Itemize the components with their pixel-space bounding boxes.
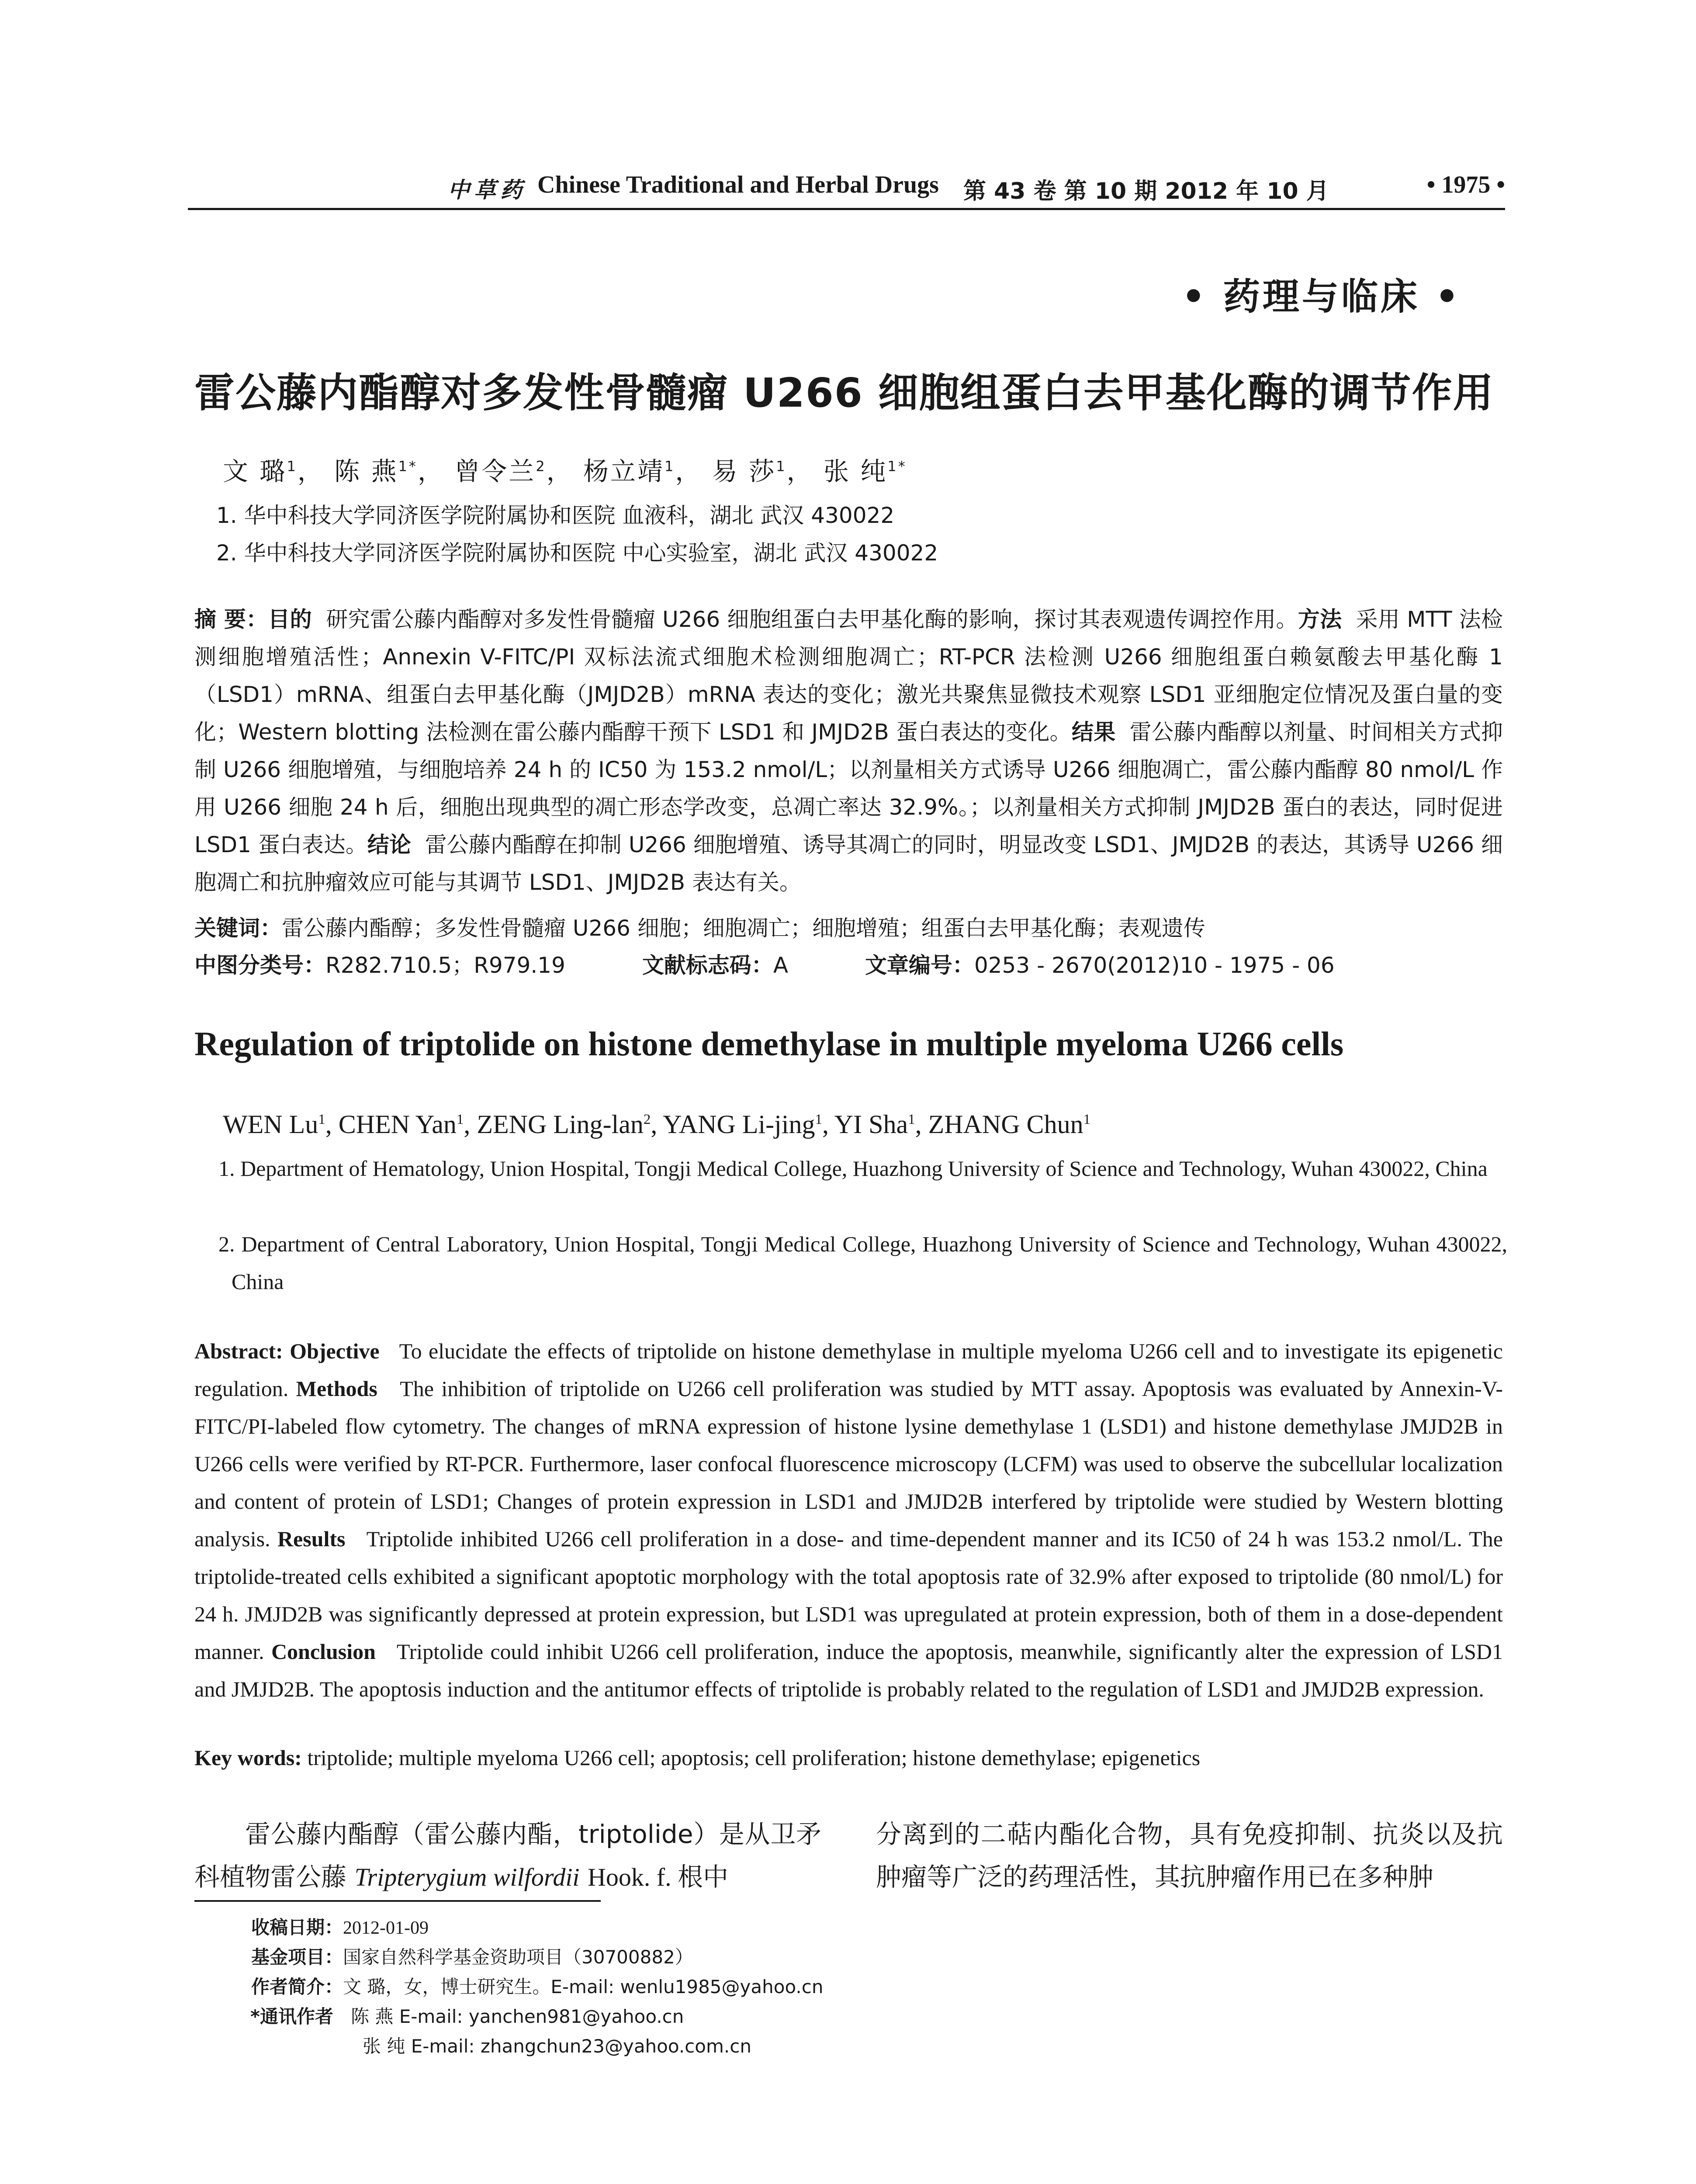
author-sup: 1 (287, 458, 298, 475)
author-cn: 文 璐 (223, 456, 287, 486)
affiliation-en-1: 1. Department of Hematology, Union Hospital, Tongji Medical College, Huazhong University of Science and Technology, Wuhan 430022, China (218, 1156, 1488, 1181)
results-label-cn: 结果 (1071, 719, 1116, 745)
author-sup: 2 (643, 1112, 651, 1127)
affiliation-en-2: 2. Department of Central Laboratory, Union Hospital, Tongji Medical College, Huazhong University of Science and Technology, Wuhan 430022, China (218, 1232, 1507, 1294)
body-column-left (194, 1813, 821, 1899)
author-sup: 1 (665, 458, 675, 475)
footnote-corr-label: *通讯作者 (250, 2006, 333, 2027)
species-name: Tripterygium wilfordii (354, 1863, 580, 1891)
methods-label-cn: 方法 (1298, 607, 1342, 632)
results-label-en: Results (277, 1527, 346, 1551)
author-sup: 1 (776, 458, 787, 475)
author-sup: 1* (887, 458, 907, 475)
author-cn: 陈 燕 (334, 456, 398, 486)
author-en: CHEN Yan (338, 1110, 457, 1139)
abstract-cn (194, 601, 1503, 901)
clc-label: 中图分类号： (194, 953, 325, 978)
footnote-author-text: 文 璐，女，博士研究生。E-mail: wenlu1985@yahoo.cn (343, 1976, 824, 1997)
author-sup: 1 (815, 1112, 822, 1127)
author-sup: 1 (456, 1112, 464, 1127)
body-text-left-b: Hook. f. 根中 (587, 1863, 729, 1891)
page-number: • 1975 • (1426, 171, 1505, 198)
body-text-left-a: 雷公藤内酯醇（雷公藤内酯，triptolide）是从卫矛科植物雷公藤 (194, 1819, 821, 1892)
results-cn: 雷公藤内酯醇以剂量、时间相关方式抑制 U266 细胞增殖，与细胞培养 24 h 的 IC50 为 153.2 nmol/L；以剂量相关方式诱导 U266 细胞凋亡，雷公藤内酯醇 80 nmol/L 作用 U266 细胞 24 h 后，细胞出现典型的凋亡形态学改变，总凋亡率达 32.9%。；以剂量相关方式抑制 JMJD2B 蛋白的表达，同时促进 LSD1 蛋白表达。 (194, 719, 1503, 857)
journal-name-en: Chinese Traditional and Herbal Drugs (537, 171, 939, 198)
article-no: 0253 - 2670(2012)10 - 1975 - 06 (974, 953, 1335, 978)
footnote-fund (251, 1943, 693, 1969)
authors-cn: 文 璐$^1$， 陈 燕$^{1*}$， 曾令兰$^2$， 杨立靖$^1$， 易 莎$^1$， 张 纯$^{1*}$ (223, 456, 907, 486)
affiliation-cn-1: 1. 华中科技大学同济医学院附属协和医院 血液科，湖北 武汉 430022 (216, 503, 895, 528)
keywords-label-cn: 关键词： (194, 916, 282, 941)
running-header (188, 173, 1505, 207)
keywords-label-en: Key words: (194, 1745, 302, 1770)
author-sup: 1 (908, 1112, 915, 1127)
article-no-label: 文章编号： (865, 953, 974, 978)
footnote-rule (194, 1900, 601, 1902)
author-en: ZENG Ling-lan (477, 1110, 644, 1139)
footnote-fund-label: 基金项目： (251, 1946, 343, 1968)
journal-name-cn: 中草药 (448, 177, 526, 203)
objective-cn: 研究雷公藤内酯醇对多发性骨髓瘤 U266 细胞组蛋白去甲基化酶的影响，探讨其表观遗传调控作用。 (326, 607, 1298, 632)
conclusion-label-cn: 结论 (367, 832, 411, 857)
methods-cn: 采用 MTT 法检测细胞增殖活性；Annexin V-FITC/PI 双标法流式细胞术检测细胞凋亡；RT-PCR 法检测 U266 细胞组蛋白赖氨酸去甲基化酶 1（LSD1）mRNA、组蛋白去甲基化酶（JMJD2B）mRNA 表达的变化；激光共聚焦显微技术观察 LSD1 亚细胞定位情况及蛋白量的变化；Western blotting 法检测在雷公藤内酯醇干预下 LSD1 和 JMJD2B 蛋白表达的变化。 (194, 607, 1503, 745)
methods-en: The inhibition of triptolide on U266 cell proliferation was studied by MTT assay. Apoptosis was evaluated by Annexin-V-FITC/PI-labeled flow cytometry. The changes of mRNA expression of histone lysine demethylase 1 (LSD1) and histone demethylase JMJD2B in U266 cells were verified by RT-PCR. Furthermore, laser confocal fluorescence microscopy (LCFM) was used to observe the subcellular localization and content of protein of LSD1; Changes of protein expression in LSD1 and JMJD2B interfered by triptolide were studied by Western blotting analysis. (194, 1376, 1503, 1551)
footnote-corresponding-2: 张 纯 E-mail: zhangchun23@yahoo.com.cn (363, 2035, 751, 2057)
conclusion-label-en: Conclusion (271, 1639, 376, 1664)
author-cn: 杨立靖 (583, 456, 665, 486)
footnote-corresponding-1 (250, 2002, 684, 2028)
author-en: YI Sha (834, 1110, 908, 1139)
author-cn: 易 莎 (712, 456, 776, 486)
conclusion-cn: 雷公藤内酯醇在抑制 U266 细胞增殖、诱导其凋亡的同时，明显改变 LSD1、JMJD2B 的表达，其诱导 U266 细胞凋亡和抗肿瘤效应可能与其调节 LSD1、JMJD2B 表达有关。 (194, 832, 1503, 895)
section-label: • 药理与临床 • (1182, 275, 1461, 318)
author-en: WEN Lu (223, 1110, 318, 1139)
author-en: ZHANG Chun (928, 1110, 1083, 1139)
affiliation-cn-2: 2. 华中科技大学同济医学院附属协和医院 中心实验室，湖北 武汉 430022 (216, 540, 938, 566)
keywords-text-en: triptolide; multiple myeloma U266 cell; apoptosis; cell proliferation; histone demethylase; epigenetics (307, 1745, 1201, 1770)
header-rule (188, 208, 1505, 210)
doc-code-label: 文献标志码： (642, 953, 773, 978)
abstract-en (194, 1332, 1503, 1708)
author-cn: 曾令兰 (454, 456, 536, 486)
objective-label-cn: 目的 (268, 607, 312, 632)
keywords-en (194, 1745, 1200, 1770)
abstract-label-cn: 摘 要： (194, 607, 268, 632)
title-en: Regulation of triptolide on histone demethylase in multiple myeloma U266 cells (194, 1025, 1344, 1063)
footnote-author (251, 1973, 823, 1999)
footnote-author-label: 作者简介： (251, 1976, 343, 1997)
doc-code: A (773, 953, 789, 978)
footnote-received-date: 2012-01-09 (343, 1918, 429, 1938)
body-column-right: 分离到的二萜内酯化合物，具有免疫抑制、抗炎以及抗肿瘤等广泛的药理活性，其抗肿瘤作用已在多种肿 (876, 1819, 1503, 1892)
footnote-received (251, 1913, 429, 1939)
keywords-cn (194, 911, 1205, 942)
author-sup: 2 (536, 458, 547, 475)
methods-label-en: Methods (296, 1376, 377, 1401)
objective-en: To elucidate the effects of triptolide on histone demethylase in multiple myeloma U266 cell and to investigate its epigenetic regulation. (194, 1339, 1503, 1401)
author-sup: 1 (1083, 1112, 1091, 1127)
author-sup: 1* (398, 458, 418, 475)
footnote-fund-text: 国家自然科学基金资助项目（30700882） (343, 1946, 693, 1968)
keywords-text-cn: 雷公藤内酯醇；多发性骨髓瘤 U266 细胞；细胞凋亡；细胞增殖；组蛋白去甲基化酶；表观遗传 (282, 916, 1205, 941)
results-en: Triptolide inhibited U266 cell proliferation in a dose- and time-dependent manner and its IC50 of 24 h was 153.2 nmol/L. The triptolide-treated cells exhibited a significant apoptotic morphology with the total apoptosis rate of 32.9% after exposed to triptolide (80 nmol/L) for 24 h. JMJD2B was significantly depressed at protein expression, but LSD1 was upregulated at protein expression, both of them in a dose-dependent manner. (194, 1527, 1503, 1664)
conclusion-en: Triptolide could inhibit U266 cell proliferation, induce the apoptosis, meanwhile, significantly alter the expression of LSD1 and JMJD2B. The apoptosis induction and the antitumor effects of triptolide is probably related to the regulation of LSD1 and JMJD2B expression. (194, 1639, 1503, 1701)
abstract-label-en: Abstract: (194, 1339, 283, 1363)
title-cn: 雷公藤内酯醇对多发性骨髓瘤 U266 细胞组蛋白去甲基化酶的调节作用 (194, 370, 1494, 416)
authors-en: WEN Lu$^1$, CHEN Yan$^1$, ZENG Ling-lan$^2$, YANG Li-jing$^1$, YI Sha$^1$, ZHANG Chun$^1$ (223, 1110, 1091, 1139)
objective-label-en: Objective (290, 1339, 380, 1363)
author-sup: 1 (318, 1112, 325, 1127)
journal-issue: 第 43 卷 第 10 期 2012 年 10 月 (963, 178, 1329, 204)
author-cn: 张 纯 (823, 456, 888, 486)
footnote-received-label: 收稿日期： (251, 1917, 343, 1938)
footnote-corr-1-text: 陈 燕 E-mail: yanchen981@yahoo.cn (351, 2006, 684, 2027)
classification-line (194, 948, 1405, 979)
author-en: YANG Li-jing (663, 1110, 815, 1139)
clc-code: R282.710.5；R979.19 (325, 953, 565, 978)
